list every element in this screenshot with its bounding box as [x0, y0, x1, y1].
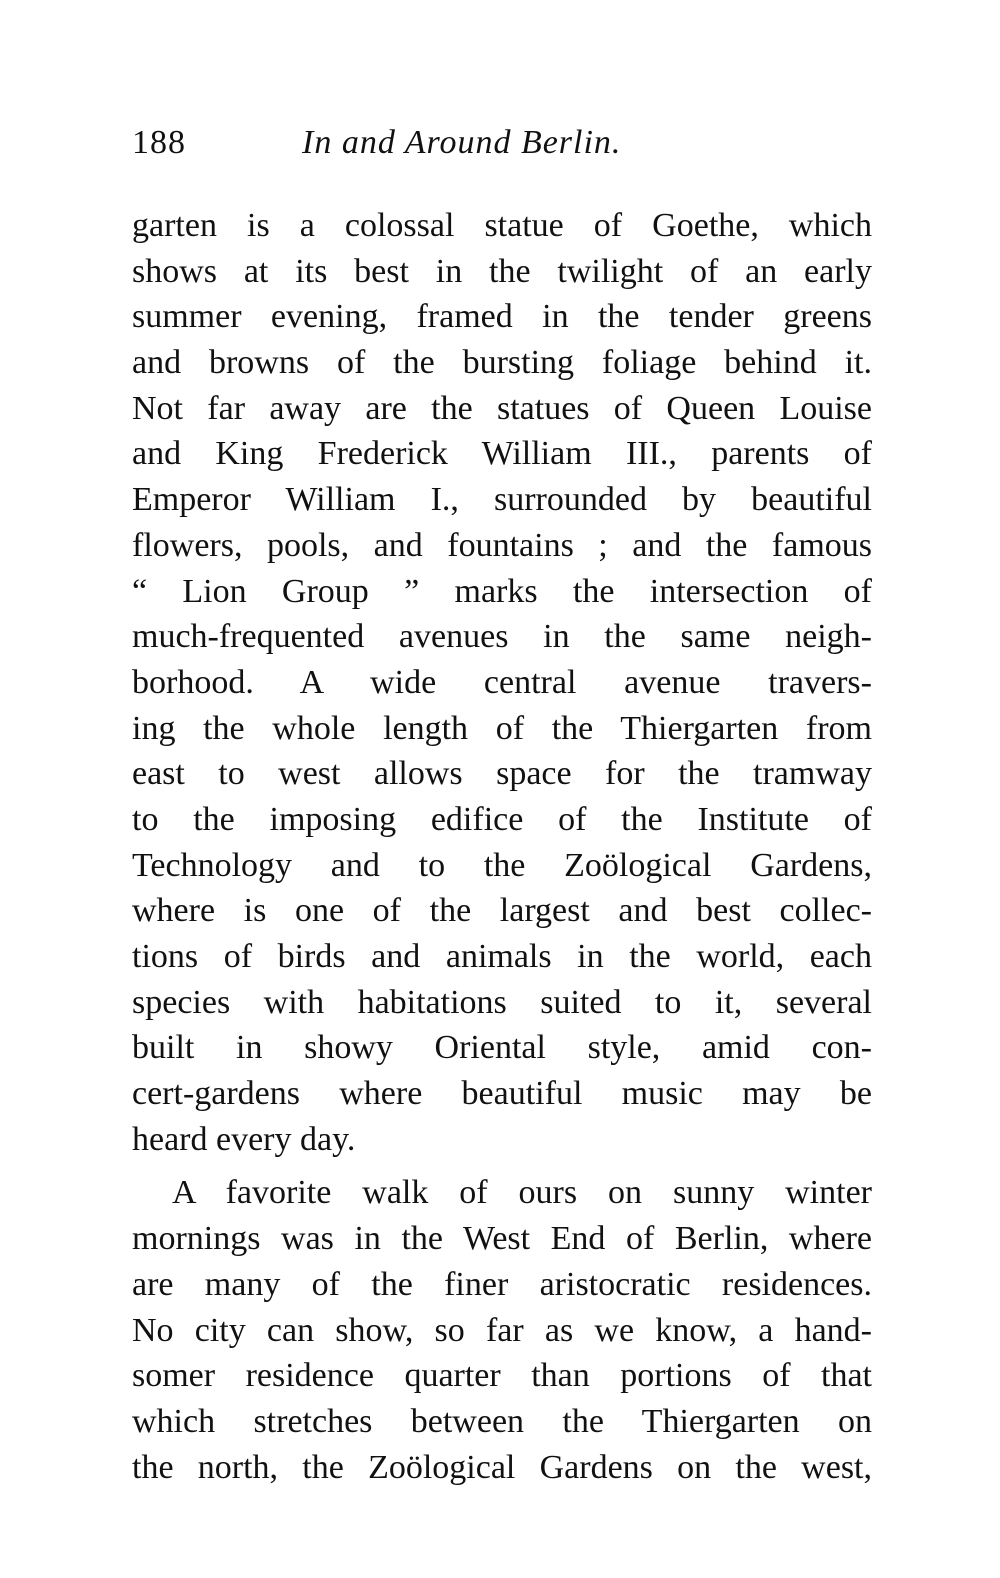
text-line: A favorite walk of ours on sunny winter	[172, 1174, 872, 1212]
text-line: “ Lion Group ” marks the intersection of	[132, 572, 872, 610]
text-line: summer evening, framed in the tender greens	[132, 298, 872, 336]
text-line: and browns of the bursting foliage behind it.	[132, 344, 872, 382]
text-line: flowers, pools, and fountains ; and the famous	[132, 526, 872, 564]
text-line: Not far away are the statues of Queen Louise	[132, 389, 872, 427]
text-line: cert-gardens where beautiful music may be	[132, 1075, 872, 1113]
text-line: shows at its best in the twilight of an early	[132, 252, 872, 290]
body-text	[132, 203, 872, 1490]
paragraph-gap	[132, 1162, 872, 1170]
text-line: much-frequented avenues in the same neigh-	[132, 618, 872, 656]
paragraph-1	[132, 203, 872, 1162]
text-line: somer residence quarter than portions of that	[132, 1357, 872, 1395]
text-line: borhood. A wide central avenue travers-	[132, 663, 872, 701]
text-line: which stretches between the Thiergarten on	[132, 1402, 872, 1440]
text-line: mornings was in the West End of Berlin, where	[132, 1220, 872, 1258]
text-line: tions of birds and animals in the world, each	[132, 938, 872, 975]
text-line: species with habitations suited to it, several	[132, 983, 872, 1021]
text-line: east to west allows space for the tramway	[132, 755, 872, 793]
page-header	[132, 118, 872, 168]
text-line: and King Frederick William III., parents of	[132, 435, 872, 473]
paragraph-2	[132, 1170, 872, 1490]
text-line: Emperor William I., surrounded by beautiful	[132, 481, 872, 519]
text-line: ing the whole length of the Thiergarten from	[132, 709, 872, 747]
text-line: built in showy Oriental style, amid con-	[132, 1029, 872, 1067]
text-line: where is one of the largest and best collec-	[132, 892, 872, 930]
text-line: heard every day.	[132, 1120, 356, 1158]
text-line: Technology and to the Zoölogical Gardens,	[132, 846, 872, 884]
page-number: 188	[132, 124, 186, 161]
text-line: are many of the finer aristocratic residences.	[132, 1265, 872, 1303]
text-line: the north, the Zoölogical Gardens on the west,	[132, 1448, 872, 1486]
text-line: No city can show, so far as we know, a hand-	[132, 1311, 872, 1349]
running-title: In and Around Berlin.	[302, 124, 622, 161]
text-line: garten is a colossal statue of Goethe, which	[132, 207, 872, 244]
text-line: to the imposing edifice of the Institute of	[132, 800, 872, 838]
